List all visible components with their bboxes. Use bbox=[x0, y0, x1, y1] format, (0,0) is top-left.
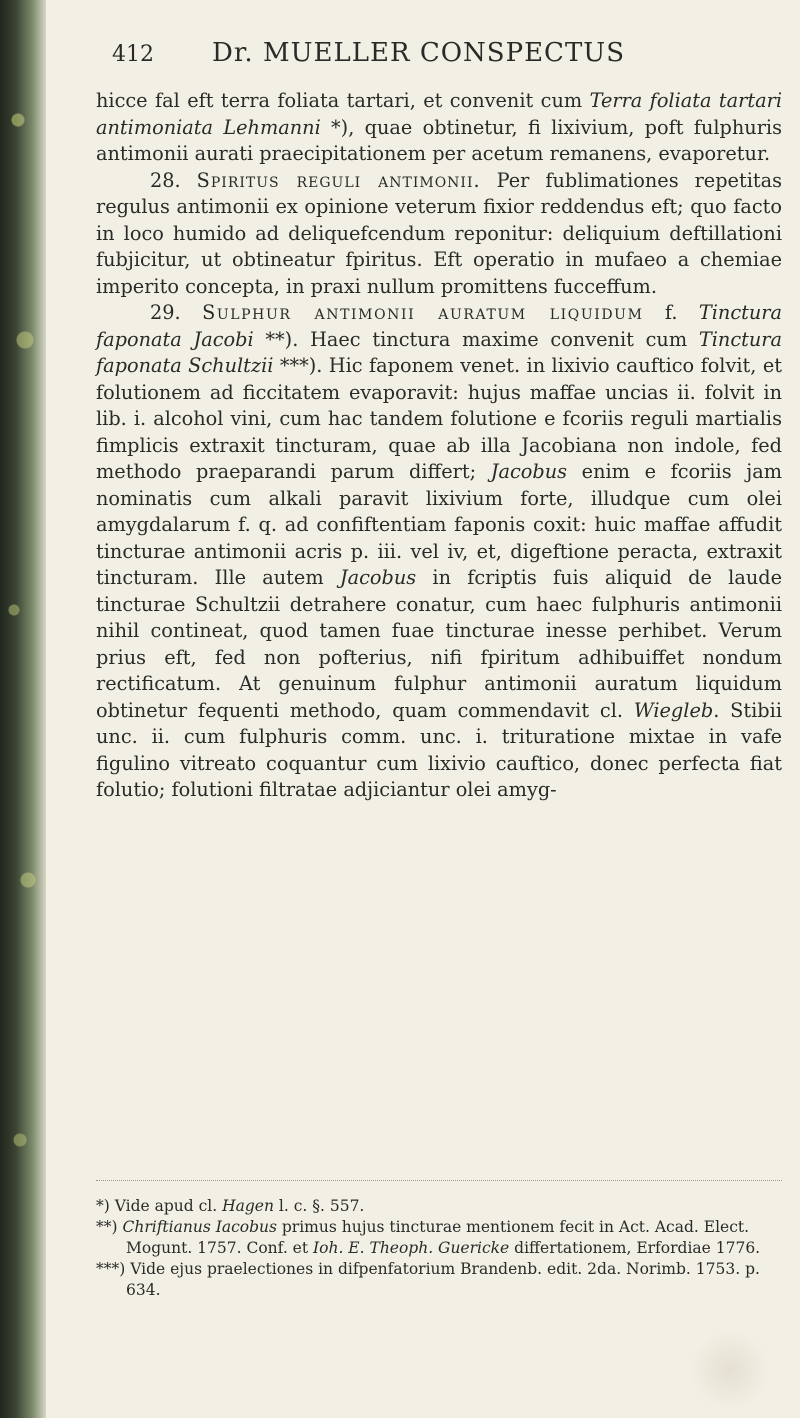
book-page bbox=[96, 0, 782, 1418]
paragraphs.2-span: Tinctura faponata Schultzii bbox=[96, 327, 782, 377]
footnotes bbox=[96, 1196, 782, 1301]
footnote-1 bbox=[96, 1196, 782, 1217]
footnotes.2-span: ***) Vide ejus praelectiones in difpenfatorium Brandenb. edit. 2da. Norimb. 1753. p. 634. bbox=[96, 1260, 760, 1299]
footnotes.1-span: Chriftianus Iacobus bbox=[122, 1218, 277, 1236]
paper-stain bbox=[690, 1330, 770, 1410]
footnote-2 bbox=[96, 1217, 782, 1259]
paragraphs.2-span: **). Haec tinctura maxime convenit cum bbox=[253, 327, 699, 351]
paragraphs.1-span: Spiritus reguli antimonii. bbox=[196, 168, 481, 192]
paragraphs.2-span: Tinctura faponata Jacobi bbox=[96, 301, 782, 351]
footnote-3 bbox=[96, 1259, 782, 1301]
paragraphs.2-span: Wiegleb bbox=[633, 698, 714, 722]
paragraphs.2-span: in fcriptis fuis aliquid de laude tincturae Schultzii detrahere conatur, cum haec fulphuris antimonii nihil contineat, quod tamen fuae tincturae inesse perhibet. Verum prius eft, fed non pofterius, nifi fpiritum adhibuiffet nondum rectificatum. At genuinum fulphur antimonii auratum liquidum obtinetur fequenti methodo, quam commendavit cl. bbox=[96, 566, 782, 722]
paragraphs.2-span: Sulphur antimonii auratum liquidum bbox=[202, 301, 644, 324]
paragraphs.2-span: enim e fcoriis jam nominatis cum alkali paravit lixivium forte, illudque cum olei amygdalarum f. q. ad confiftentiam faponis coxit: huic maffae affudit tincturae antimonii acris p. iii. vel iv, et, digeftione peracta, extraxit tincturam. Ille autem bbox=[96, 460, 782, 589]
footnotes.1-span: Ioh. E. Theoph. Guericke bbox=[313, 1239, 510, 1257]
footnote-divider bbox=[96, 1180, 782, 1193]
running-head: Dr. MUELLER CONSPECTUS bbox=[212, 38, 626, 68]
paragraphs.0-span: hicce fal eft terra foliata tartari, et convenit cum bbox=[96, 89, 590, 112]
footnotes.0-span: l. c. §. 557. bbox=[273, 1197, 365, 1215]
footnotes.1-span: **) bbox=[96, 1218, 123, 1236]
paragraphs.2-span: Jacobus bbox=[490, 460, 568, 483]
paragraph-28-spiritus-reguli bbox=[96, 168, 782, 301]
binding-stain bbox=[0, 0, 46, 1418]
paragraphs.2-span: 29. bbox=[150, 301, 203, 324]
footnotes.1-span: differtationem, Erfordiae 1776. bbox=[509, 1239, 761, 1257]
paragraphs.2-span: Jacobus bbox=[339, 566, 417, 589]
paragraphs.1-span: 28. bbox=[150, 168, 197, 192]
footnotes.0-span: Hagen bbox=[222, 1197, 274, 1215]
footnotes.1-span: primus hujus tincturae mentionem fecit in Act. Acad. Elect. Mogunt. 1757. Conf. et bbox=[126, 1218, 750, 1257]
main-text bbox=[96, 88, 782, 804]
paragraph-continuation bbox=[96, 88, 782, 168]
paragraphs.0-span: *), quae obtinetur, fi lixivium, poft fulphuris antimonii aurati praecipitationem per acetum remanens, evaporetur. bbox=[96, 115, 782, 165]
page-number: 412 bbox=[112, 42, 154, 67]
paragraphs.2-span: . Stibii unc. ii. cum fulphuris comm. unc. i. trituratione mixtae in vafe figulino vitreato coquantur cum lixivio cauftico, donec perfecta fiat folutio; folutioni filtratae adjiciantur olei amyg- bbox=[96, 698, 782, 801]
paragraphs.0-span: Terra foliata tartari antimoniata Lehmanni bbox=[96, 89, 782, 139]
paragraphs.2-span: f. bbox=[643, 301, 699, 324]
paragraphs.2-span: ***). Hic faponem venet. in lixivio cauftico folvit, et folutionem ad ficcitatem evaporavit: hujus maffae uncias ii. folvit in lib. i. alcohol vini, cum hac tandem folutione e fcoriis reguli martialis fimplicis extraxit tincturam, quae ab illa Jacobiana non indole, fed methodo praeparandi parum differt; bbox=[96, 354, 782, 483]
paragraph-29-sulphur-antimonii bbox=[96, 300, 782, 804]
footnotes.0-span: *) Vide apud cl. bbox=[96, 1197, 223, 1215]
paragraphs.1-span: Per fublimationes repetitas regulus antimonii ex opinione veterum fixior reddendus eft; quo facto in loco humido ad deliquefcendum reponitur: deliquium deftillationi fubjicitur, ut obtineatur fpiritus. Eft operatio in mufaeo a chemiae imperito concepta, in praxi nullum promittens fucceffum. bbox=[96, 168, 783, 298]
page-header bbox=[112, 36, 782, 76]
